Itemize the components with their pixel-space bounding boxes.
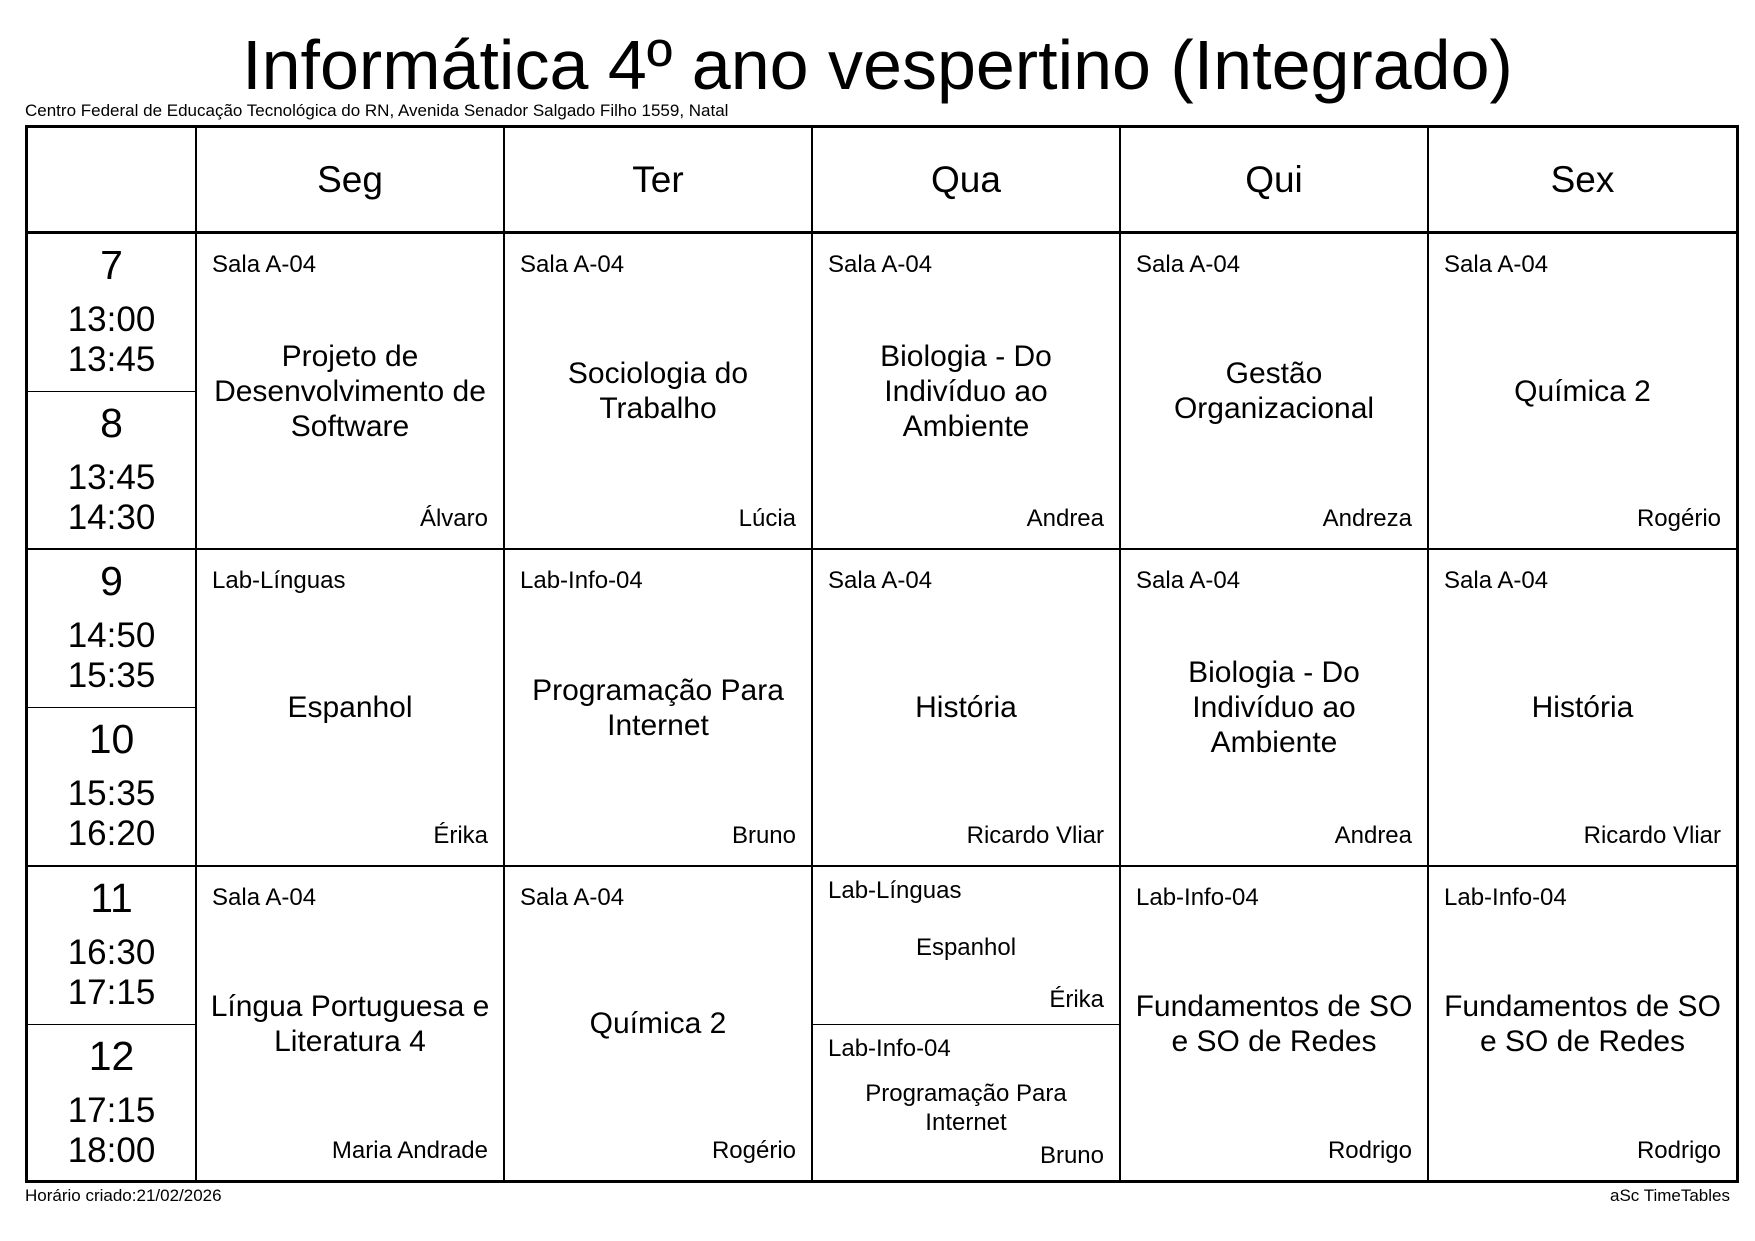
period-start: 13:00 bbox=[67, 300, 156, 339]
lesson-subject: Espanhol bbox=[287, 691, 413, 724]
lesson-room: Lab-Línguas bbox=[828, 877, 962, 904]
period-number: 8 bbox=[100, 400, 123, 446]
school-address: Centro Federal de Educação Tecnológica do RN, Avenida Senador Salgado Filho 1559, Natal bbox=[25, 101, 729, 120]
lesson-sex-3 bbox=[1429, 867, 1736, 1180]
lesson-subject: Fundamentos de SO e SO de Redes bbox=[1135, 989, 1413, 1058]
lesson-teacher: Ricardo Vliar bbox=[1583, 822, 1721, 849]
lesson-room: Lab-Info-04 bbox=[828, 1035, 951, 1062]
lesson-teacher: Rogério bbox=[1636, 505, 1721, 532]
lesson-teacher: Bruno bbox=[731, 822, 796, 849]
lesson-teacher: Rodrigo bbox=[1636, 1137, 1721, 1164]
lesson-teacher: Andrea bbox=[1334, 822, 1412, 849]
lesson-sex-1 bbox=[1429, 234, 1736, 548]
lesson-subject: Química 2 bbox=[1514, 374, 1651, 408]
period-number: 12 bbox=[88, 1033, 135, 1079]
lesson-room: Lab-Info-04 bbox=[520, 567, 643, 594]
lesson-subject: Programação Para Internet bbox=[865, 1080, 1067, 1136]
lesson-teacher: Rogério bbox=[711, 1137, 796, 1164]
period-start: 13:45 bbox=[67, 458, 156, 497]
period-end: 13:45 bbox=[67, 340, 156, 379]
lesson-room: Sala A-04 bbox=[828, 251, 933, 278]
lesson-qui-1 bbox=[1121, 234, 1427, 548]
lesson-seg-3 bbox=[197, 867, 503, 1180]
lesson-qui-3 bbox=[1121, 867, 1427, 1180]
period-start: 15:35 bbox=[67, 774, 156, 813]
lesson-room: Sala A-04 bbox=[1136, 251, 1241, 278]
period-12 bbox=[28, 1025, 195, 1171]
lesson-ter-2 bbox=[505, 550, 811, 865]
period-end: 16:20 bbox=[67, 814, 156, 853]
period-start: 16:30 bbox=[67, 933, 156, 972]
lesson-teacher: Rodrigo bbox=[1327, 1137, 1412, 1164]
lesson-room: Sala A-04 bbox=[212, 884, 317, 911]
lesson-room: Sala A-04 bbox=[1444, 567, 1549, 594]
period-number: 7 bbox=[100, 242, 123, 288]
lesson-subject: Fundamentos de SO e SO de Redes bbox=[1444, 989, 1721, 1058]
lesson-teacher: Lúcia bbox=[738, 505, 796, 532]
lesson-subject: Química 2 bbox=[589, 1007, 727, 1040]
day-header-seg: Seg bbox=[317, 159, 383, 200]
period-11 bbox=[28, 867, 195, 1013]
lesson-subject: História bbox=[1531, 691, 1634, 724]
lesson-subject: Programação Para Internet bbox=[532, 673, 784, 742]
lesson-room: Sala A-04 bbox=[520, 884, 625, 911]
created-date: Horário criado:21/02/2026 bbox=[25, 1186, 222, 1205]
lesson-room: Sala A-04 bbox=[212, 251, 317, 278]
period-7 bbox=[28, 234, 195, 380]
lesson-subject: Biologia - Do Indivíduo ao Ambiente bbox=[880, 339, 1052, 443]
period-number: 9 bbox=[100, 558, 123, 604]
period-end: 18:00 bbox=[67, 1131, 156, 1170]
lesson-teacher: Bruno bbox=[1039, 1142, 1104, 1169]
lesson-teacher: Érika bbox=[433, 822, 488, 849]
day-header-ter: Ter bbox=[632, 159, 684, 200]
lesson-subject: Projeto de Desenvolvimento de Software bbox=[214, 339, 486, 443]
lesson-subject: Biologia - Do Indivíduo ao Ambiente bbox=[1188, 656, 1360, 759]
software-credit: aSc TimeTables bbox=[1610, 1186, 1730, 1205]
lesson-room: Lab-Línguas bbox=[212, 567, 346, 594]
lesson-subject: História bbox=[915, 691, 1017, 724]
lesson-sex-2 bbox=[1429, 550, 1736, 865]
period-end: 17:15 bbox=[67, 973, 156, 1012]
lesson-ter-1 bbox=[505, 234, 811, 548]
period-8 bbox=[28, 392, 195, 538]
lesson-seg-1 bbox=[197, 234, 503, 548]
period-10 bbox=[28, 708, 195, 854]
period-start: 17:15 bbox=[67, 1091, 156, 1130]
lesson-qui-2 bbox=[1121, 550, 1427, 865]
day-header-qua: Qua bbox=[931, 159, 1001, 200]
lesson-room: Lab-Info-04 bbox=[1136, 884, 1259, 911]
period-start: 14:50 bbox=[67, 616, 156, 655]
lesson-teacher: Maria Andrade bbox=[331, 1137, 488, 1164]
lesson-qua-1 bbox=[813, 234, 1119, 548]
lesson-qua-3a bbox=[813, 867, 1119, 1024]
lesson-room: Sala A-04 bbox=[828, 567, 933, 594]
lesson-room: Sala A-04 bbox=[1444, 251, 1549, 278]
lesson-subject: Gestão Organizacional bbox=[1173, 357, 1375, 425]
period-end: 14:30 bbox=[67, 498, 156, 537]
period-end: 15:35 bbox=[67, 656, 156, 695]
page-title: Informática 4º ano vespertino (Integrado) bbox=[242, 26, 1513, 104]
lesson-room: Lab-Info-04 bbox=[1444, 884, 1567, 911]
lesson-room: Sala A-04 bbox=[520, 251, 625, 278]
lesson-teacher: Álvaro bbox=[419, 505, 488, 532]
lesson-qua-3b bbox=[813, 1025, 1119, 1180]
lesson-teacher: Andreza bbox=[1322, 505, 1412, 532]
day-header-sex: Sex bbox=[1550, 159, 1615, 200]
lesson-teacher: Érika bbox=[1049, 986, 1104, 1013]
lesson-subject: Língua Portuguesa e Literatura 4 bbox=[210, 989, 490, 1058]
lesson-teacher: Andrea bbox=[1026, 505, 1104, 532]
lesson-subject: Sociologia do Trabalho bbox=[567, 357, 749, 425]
lesson-room: Sala A-04 bbox=[1136, 567, 1241, 594]
lesson-qua-2 bbox=[813, 550, 1119, 865]
period-9 bbox=[28, 550, 195, 696]
lesson-ter-3 bbox=[505, 867, 811, 1180]
lesson-seg-2 bbox=[197, 550, 503, 865]
day-header-qui: Qui bbox=[1245, 159, 1303, 200]
lesson-teacher: Ricardo Vliar bbox=[966, 822, 1104, 849]
period-number: 10 bbox=[88, 716, 135, 762]
period-number: 11 bbox=[90, 875, 133, 921]
lesson-subject: Espanhol bbox=[915, 934, 1017, 961]
